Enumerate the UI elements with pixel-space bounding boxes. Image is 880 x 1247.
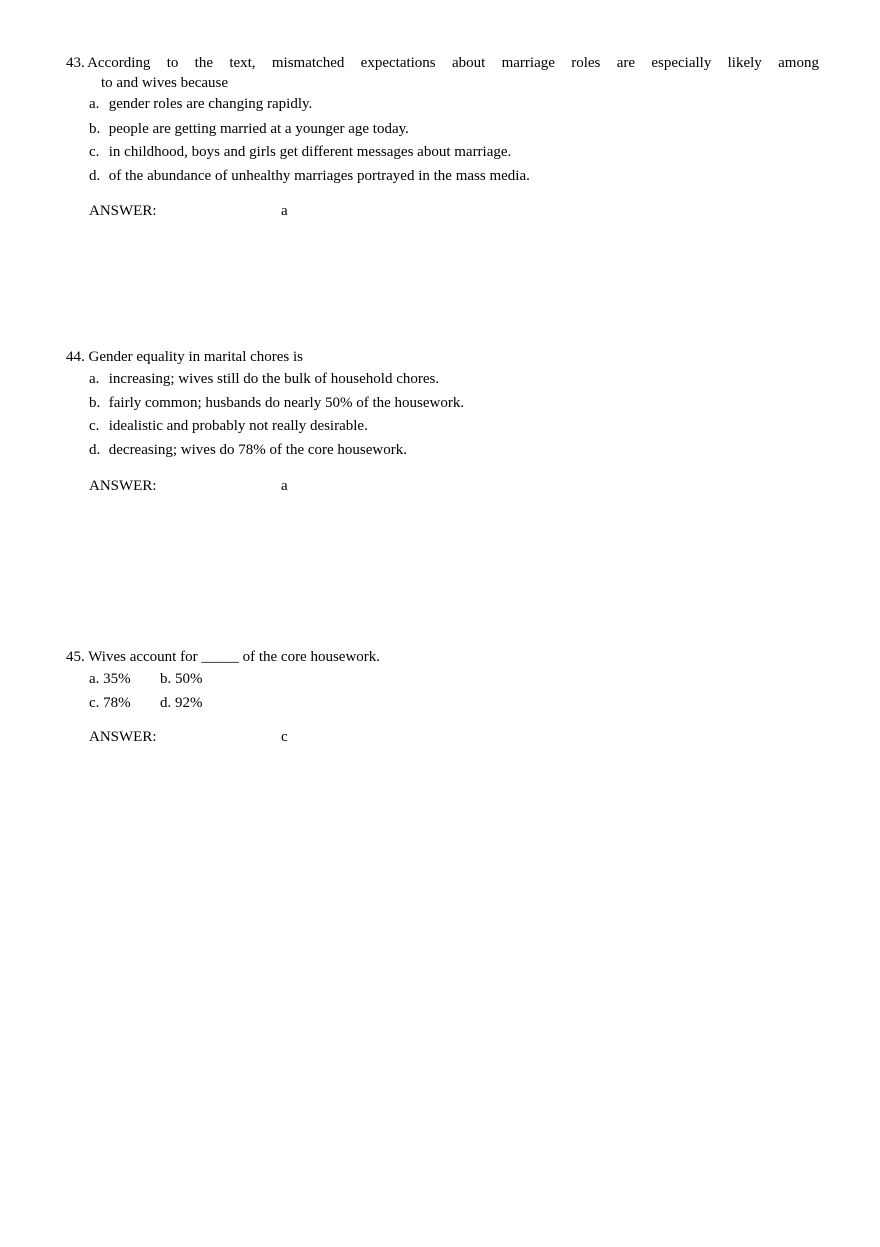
- option-text: idealistic and probably not really desirable.: [108, 418, 368, 434]
- stem-word: expectations: [360, 55, 436, 71]
- option-letter: c.: [89, 144, 100, 160]
- option-a: [89, 94, 312, 114]
- option-text: 50%: [175, 671, 203, 687]
- stem-word: likely: [727, 55, 762, 71]
- option-c: [89, 142, 511, 162]
- option-text: 92%: [175, 695, 203, 711]
- question-number: 44.: [66, 349, 85, 365]
- answer-label: ANSWER:: [89, 478, 157, 494]
- answer-row: [89, 201, 288, 221]
- option-letter: c.: [89, 695, 100, 711]
- question-43-stem-continuation: to and wives because: [101, 75, 229, 91]
- answer-label: ANSWER:: [89, 203, 157, 219]
- option-letter: b.: [89, 121, 101, 137]
- option-letter: d.: [89, 168, 101, 184]
- question-number: 43.: [66, 55, 85, 71]
- option-text: people are getting married at a younger age today.: [108, 121, 409, 137]
- answer-row: [89, 727, 288, 747]
- question-stem-text: Wives account for _____ of the core housework.: [88, 649, 381, 665]
- option-text: 78%: [103, 695, 131, 711]
- option-letter: a.: [89, 671, 100, 687]
- option-b: [89, 119, 409, 139]
- option-d: [89, 440, 407, 460]
- option-text: gender roles are changing rapidly.: [108, 96, 313, 112]
- option-text: of the abundance of unhealthy marriages portrayed in the mass media.: [108, 168, 530, 184]
- option-row-cd: [89, 693, 231, 713]
- option-c: [89, 693, 160, 713]
- question-45: [66, 647, 819, 745]
- answer-value: a: [281, 478, 288, 494]
- answer-label: ANSWER:: [89, 729, 157, 745]
- stem-word: about: [451, 55, 486, 71]
- answer-value: c: [281, 729, 288, 745]
- option-c: [89, 416, 368, 436]
- stem-word: to: [166, 55, 179, 71]
- option-a: [89, 669, 160, 689]
- stem-word: text,: [229, 55, 256, 71]
- question-43-stem: [66, 53, 819, 73]
- option-row-ab: [89, 669, 231, 689]
- option-text: increasing; wives still do the bulk of household chores.: [108, 371, 440, 387]
- answer-row: [89, 476, 288, 496]
- stem-word: According: [87, 55, 151, 71]
- option-letter: c.: [89, 418, 100, 434]
- question-44-stem: [66, 347, 819, 367]
- stem-word: especially: [651, 55, 712, 71]
- option-a: [89, 369, 439, 389]
- question-43: [66, 53, 819, 219]
- option-text: in childhood, boys and girls get different messages about marriage.: [108, 144, 512, 160]
- option-b: [89, 393, 464, 413]
- option-text: 35%: [103, 671, 131, 687]
- option-letter: d.: [89, 442, 101, 458]
- option-letter: b.: [160, 671, 172, 687]
- option-letter: a.: [89, 96, 100, 112]
- stem-word: marriage: [501, 55, 555, 71]
- option-text: fairly common; husbands do nearly 50% of the housework.: [108, 395, 465, 411]
- option-letter: d.: [160, 695, 172, 711]
- option-letter: a.: [89, 371, 100, 387]
- option-letter: b.: [89, 395, 101, 411]
- stem-word: the: [194, 55, 213, 71]
- question-44: [66, 347, 819, 494]
- answer-value: a: [281, 203, 288, 219]
- stem-word: roles: [571, 55, 601, 71]
- stem-word: are: [616, 55, 636, 71]
- stem-word: among: [778, 55, 819, 71]
- stem-word: mismatched: [271, 55, 345, 71]
- question-stem-text: Gender equality in marital chores is: [88, 349, 304, 365]
- question-number: 45.: [66, 649, 85, 665]
- question-45-stem: [66, 647, 819, 667]
- option-d: [89, 166, 530, 186]
- option-d: [160, 693, 231, 713]
- option-text: decreasing; wives do 78% of the core housework.: [108, 442, 407, 458]
- option-b: [160, 669, 231, 689]
